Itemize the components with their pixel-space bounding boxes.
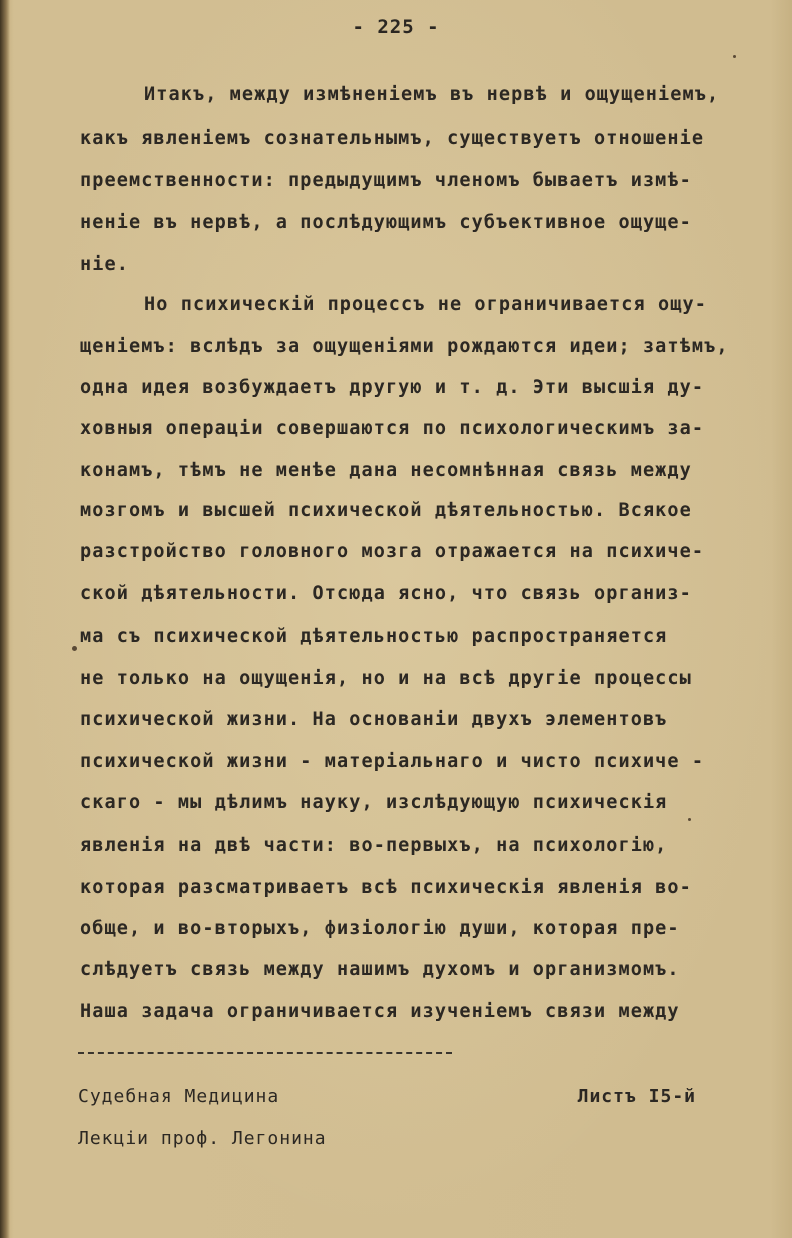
ink-speck — [733, 55, 736, 58]
text-line: слѣдуетъ связь между нашимъ духомъ и организмомъ. — [80, 959, 680, 980]
text-line: обще, и во-вторыхъ, физіологію души, которая пре- — [80, 918, 680, 939]
text-line: ховныя операціи совершаются по психологическимъ за- — [80, 418, 705, 439]
text-line: психической жизни - матеріальнаго и чисто психиче - — [80, 751, 705, 772]
dashed-divider — [78, 1052, 452, 1054]
text-line: ніе. — [80, 254, 129, 275]
text-line: конамъ, тѣмъ не менѣе дана несомнѣнная связь между — [80, 460, 692, 481]
page-number: - 225 - — [352, 16, 440, 38]
text-line: которая разсматриваетъ всѣ психическія явленія во- — [80, 877, 692, 898]
text-line: неніе въ нервѣ, а послѣдующимъ субъективное ощуще- — [80, 212, 692, 233]
text-line: какъ явленіемъ сознательнымъ, существуетъ отношеніе — [80, 128, 705, 149]
text-line: психической жизни. На основаніи двухъ элементовъ — [80, 709, 668, 730]
text-line: одна идея возбуждаетъ другую и т. д. Эти высшія ду- — [80, 377, 705, 398]
sheet-label: Листъ I5-й — [577, 1086, 696, 1107]
text-line: Итакъ, между измѣненіемъ въ нервѣ и ощущеніемъ, — [144, 84, 720, 105]
text-line: скаго - мы дѣлимъ науку, изслѣдующую психическія — [80, 792, 668, 813]
course-title: Судебная Медицина — [78, 1086, 280, 1107]
text-line: Но психическій процессъ не ограничивается ощу- — [144, 294, 707, 315]
text-line: щеніемъ: вслѣдъ за ощущеніями рождаются идеи; затѣмъ, — [80, 336, 729, 357]
text-line: не только на ощущенія, но и на всѣ другіе процессы — [80, 668, 692, 689]
text-line: преемственности: предыдущимъ членомъ бываетъ измѣ- — [80, 170, 692, 191]
text-line: разстройство головного мозга отражается на психиче- — [80, 541, 705, 562]
text-line: мозгомъ и высшей психической дѣятельностью. Всякое — [80, 500, 692, 521]
lecturer-line: Лекціи проф. Легонина — [78, 1128, 327, 1149]
binding-edge — [0, 0, 10, 1238]
ink-speck — [688, 818, 691, 821]
text-line: ской дѣятельности. Отсюда ясно, что связь организ- — [80, 583, 692, 604]
text-line: Наша задача ограничивается изученіемъ связи между — [80, 1001, 680, 1022]
ink-speck — [72, 646, 77, 651]
text-line: ма съ психической дѣятельностью распространяется — [80, 626, 668, 647]
text-line: явленія на двѣ части: во-первыхъ, на психологію, — [80, 835, 668, 856]
